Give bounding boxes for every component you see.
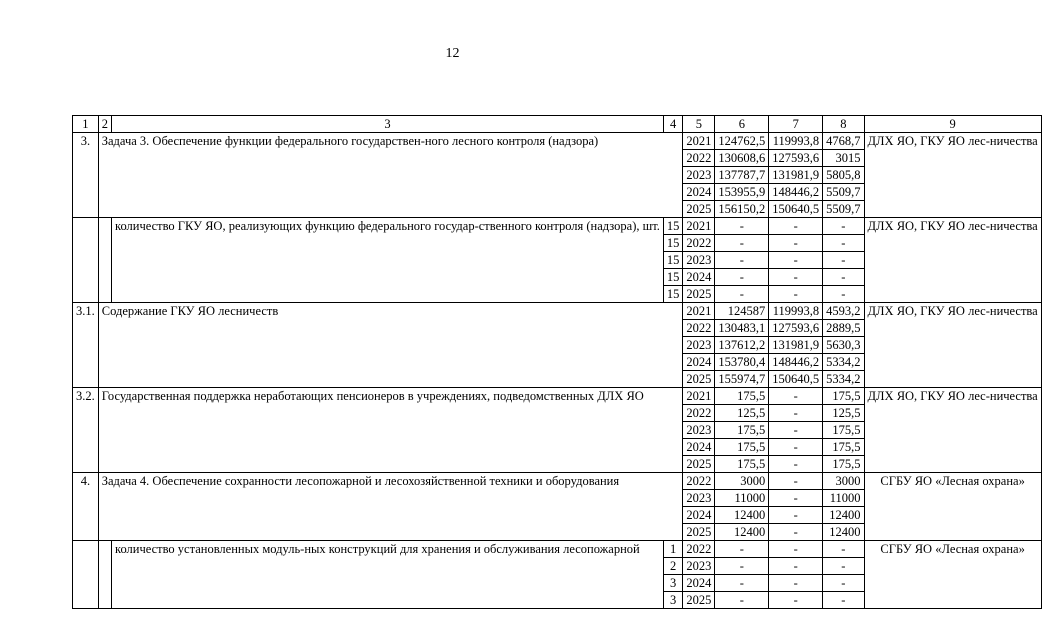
amount-cell: - [769,218,823,235]
executor-cell: СГБУ ЯО «Лесная охрана» [864,541,1041,609]
target-cell: 15 [663,286,683,303]
amount-cell: - [769,422,823,439]
task-title: Задача 4. Обеспечение сохранности лесопожарной и лесохозяйственной техники и оборудования [98,473,683,541]
amount-cell: - [769,439,823,456]
year-cell: 2023 [683,422,715,439]
amount-cell: - [769,252,823,269]
year-cell: 2023 [683,558,715,575]
amount-cell: 5334,2 [823,371,864,388]
amount-cell: 119993,8 [769,303,823,320]
table-row [73,388,1042,405]
executor-cell: ДЛХ ЯО, ГКУ ЯО лес-ничества [864,388,1041,473]
amount-cell: 175,5 [715,439,769,456]
amount-cell: 5630,3 [823,337,864,354]
column-header: 4 [663,116,683,133]
amount-cell: - [715,558,769,575]
amount-cell: - [715,575,769,592]
column-header: 1 [73,116,99,133]
amount-cell: 3015 [823,150,864,167]
year-cell: 2025 [683,524,715,541]
executor-cell: ДЛХ ЯО, ГКУ ЯО лес-ничества [864,133,1041,218]
amount-cell: 11000 [715,490,769,507]
year-cell: 2025 [683,371,715,388]
year-cell: 2025 [683,592,715,609]
year-cell: 2022 [683,235,715,252]
task-title: Государственная поддержка неработающих пенсионеров в учреждениях, подведомственных ДЛХ ЯО [98,388,683,473]
amount-cell: 153780,4 [715,354,769,371]
amount-cell: - [823,235,864,252]
year-cell: 2021 [683,218,715,235]
amount-cell: 175,5 [715,388,769,405]
amount-cell: 125,5 [715,405,769,422]
amount-cell: 175,5 [823,439,864,456]
table-row [73,473,1042,490]
year-cell: 2024 [683,184,715,201]
amount-cell: 175,5 [715,456,769,473]
target-cell: 15 [663,252,683,269]
amount-cell: - [823,252,864,269]
amount-cell: 124587 [715,303,769,320]
amount-cell: - [769,286,823,303]
year-cell: 2023 [683,490,715,507]
indicator-title: количество установленных модуль-ных конструкций для хранения и обслуживания лесопожарной [112,541,664,609]
amount-cell: 175,5 [823,456,864,473]
amount-cell: - [823,269,864,286]
program-table [72,115,1042,609]
amount-cell: 127593,6 [769,320,823,337]
column-header: 5 [683,116,715,133]
amount-cell: - [823,541,864,558]
amount-cell: - [769,405,823,422]
amount-cell: - [715,235,769,252]
amount-cell: 3000 [823,473,864,490]
column-header: 3 [112,116,664,133]
year-cell: 2024 [683,575,715,592]
year-cell: 2024 [683,269,715,286]
table-row [73,541,1042,558]
executor-cell: ДЛХ ЯО, ГКУ ЯО лес-ничества [864,218,1041,303]
amount-cell: - [769,473,823,490]
amount-cell: - [715,269,769,286]
amount-cell: - [715,286,769,303]
page-number: 12 [445,46,460,61]
empty-cell [98,218,111,303]
amount-cell: - [715,252,769,269]
target-cell: 3 [663,592,683,609]
amount-cell: - [769,592,823,609]
amount-cell: 4768,7 [823,133,864,150]
header-row [73,116,1042,133]
amount-cell: 125,5 [823,405,864,422]
amount-cell: 150640,5 [769,201,823,218]
amount-cell: 137612,2 [715,337,769,354]
amount-cell: - [823,218,864,235]
target-cell: 15 [663,235,683,252]
amount-cell: - [769,575,823,592]
target-cell: 2 [663,558,683,575]
year-cell: 2023 [683,167,715,184]
amount-cell: 156150,2 [715,201,769,218]
amount-cell: 12400 [715,524,769,541]
empty-cell [98,541,111,609]
amount-cell: - [769,541,823,558]
amount-cell: - [823,286,864,303]
table-row [73,303,1042,320]
column-header: 8 [823,116,864,133]
target-cell: 15 [663,269,683,286]
amount-cell: 4593,2 [823,303,864,320]
year-cell: 2025 [683,456,715,473]
year-cell: 2022 [683,473,715,490]
column-header: 6 [715,116,769,133]
row-number: 3.2. [73,388,99,473]
executor-cell: СГБУ ЯО «Лесная охрана» [864,473,1041,541]
year-cell: 2022 [683,405,715,422]
amount-cell: 2889,5 [823,320,864,337]
target-cell: 15 [663,218,683,235]
amount-cell: 155974,7 [715,371,769,388]
year-cell: 2024 [683,354,715,371]
year-cell: 2022 [683,150,715,167]
row-number: 3. [73,133,99,218]
column-header: 9 [864,116,1041,133]
year-cell: 2025 [683,286,715,303]
year-cell: 2021 [683,303,715,320]
year-cell: 2025 [683,201,715,218]
amount-cell: 5509,7 [823,201,864,218]
amount-cell: - [769,235,823,252]
table-row [73,218,1042,235]
year-cell: 2023 [683,337,715,354]
amount-cell: - [823,592,864,609]
empty-cell [73,541,99,609]
row-number: 4. [73,473,99,541]
amount-cell: - [715,541,769,558]
amount-cell: 12400 [823,507,864,524]
amount-cell: - [715,592,769,609]
amount-cell: 150640,5 [769,371,823,388]
column-header: 7 [769,116,823,133]
amount-cell: 148446,2 [769,184,823,201]
year-cell: 2024 [683,439,715,456]
amount-cell: 175,5 [715,422,769,439]
amount-cell: 11000 [823,490,864,507]
amount-cell: 175,5 [823,388,864,405]
amount-cell: - [823,575,864,592]
indicator-title: количество ГКУ ЯО, реализующих функцию федерального государ-ственного контроля (надзора), шт. [112,218,664,303]
amount-cell: 5334,2 [823,354,864,371]
amount-cell: 5509,7 [823,184,864,201]
amount-cell: - [769,388,823,405]
amount-cell: 153955,9 [715,184,769,201]
year-cell: 2021 [683,388,715,405]
year-cell: 2024 [683,507,715,524]
year-cell: 2023 [683,252,715,269]
amount-cell: - [715,218,769,235]
amount-cell: - [769,269,823,286]
amount-cell: - [769,524,823,541]
amount-cell: 137787,7 [715,167,769,184]
target-cell: 3 [663,575,683,592]
amount-cell: 12400 [715,507,769,524]
amount-cell: 3000 [715,473,769,490]
year-cell: 2022 [683,320,715,337]
amount-cell: 12400 [823,524,864,541]
amount-cell: 124762,5 [715,133,769,150]
amount-cell: 130608,6 [715,150,769,167]
amount-cell: 130483,1 [715,320,769,337]
table-row [73,133,1042,150]
executor-cell: ДЛХ ЯО, ГКУ ЯО лес-ничества [864,303,1041,388]
empty-cell [73,218,99,303]
task-title: Задача 3. Обеспечение функции федерального государствен-ного лесного контроля (надзора) [98,133,683,218]
row-number: 3.1. [73,303,99,388]
amount-cell: - [769,507,823,524]
amount-cell: 127593,6 [769,150,823,167]
amount-cell: 175,5 [823,422,864,439]
amount-cell: - [769,456,823,473]
year-cell: 2022 [683,541,715,558]
amount-cell: - [769,558,823,575]
task-title: Содержание ГКУ ЯО лесничеств [98,303,683,388]
target-cell: 1 [663,541,683,558]
amount-cell: - [769,490,823,507]
amount-cell: 148446,2 [769,354,823,371]
column-header: 2 [98,116,111,133]
amount-cell: 131981,9 [769,337,823,354]
year-cell: 2021 [683,133,715,150]
amount-cell: 5805,8 [823,167,864,184]
amount-cell: 131981,9 [769,167,823,184]
amount-cell: 119993,8 [769,133,823,150]
amount-cell: - [823,558,864,575]
